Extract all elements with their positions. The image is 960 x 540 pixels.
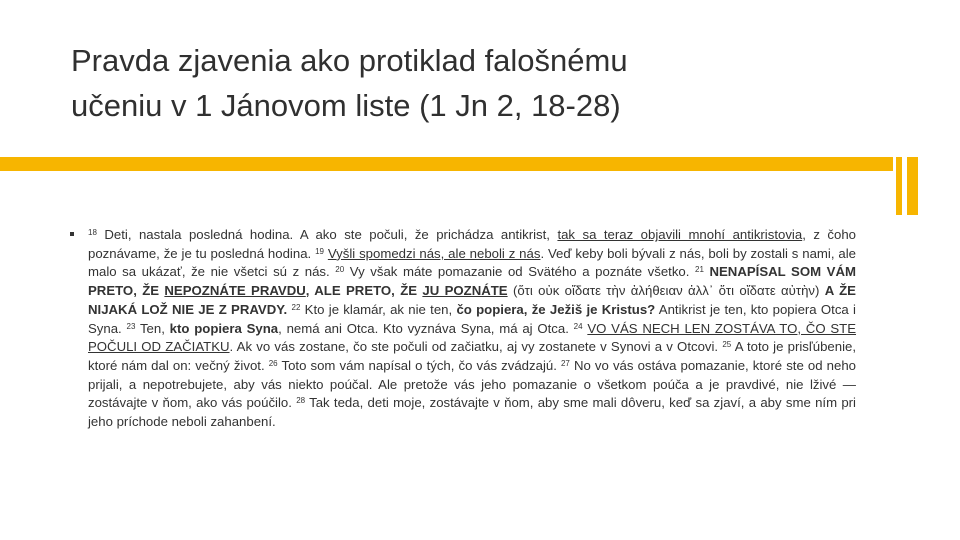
passage-text-run: (ὅτι οὐκ οἴδατε τὴν ἀλήθειαν ἀλλ᾽ ὅτι οἴδατε αὐτὴν) <box>507 283 825 299</box>
verse-number: 27 <box>560 358 570 368</box>
verse-number: 20 <box>335 265 345 275</box>
verse-number: 24 <box>573 321 583 331</box>
passage-text-run: Toto som vám napísal o tých, čo vás zvádzajú. <box>277 357 561 373</box>
passage-text-run: JU POZNÁTE <box>422 283 508 299</box>
passage-text-run: . Veď keby boli bývali z nás, boli by zostali s nami, ale malo sa ukázať, že nie všetci sú z nás. <box>88 245 856 280</box>
slide-title-line-2: učeniu v 1 Jánovom liste (1 Jn 2, 18-28) <box>71 88 621 123</box>
passage-text-run: NEPOZNÁTE PRAVDU <box>164 283 306 299</box>
passage-text-run: Kto je klamár, ak nie ten, <box>300 301 457 317</box>
scripture-passage <box>88 226 856 432</box>
slide-title-line-1: Pravda zjavenia ako protiklad falošnému <box>71 43 628 78</box>
verse-number: 19 <box>315 246 324 256</box>
slide-title <box>71 38 831 128</box>
passage-text-run: , ALE PRETO, ŽE <box>305 283 423 299</box>
verse-number: 23 <box>126 321 136 331</box>
verse-number: 21 <box>695 265 704 275</box>
passage-text-run: , nemá ani Otca. Kto vyznáva Syna, má aj Otca. <box>278 320 574 336</box>
passage-text-run: Vyšli spomedzi nás, ale neboli z nás <box>327 245 541 261</box>
passage-text-run: No vo vás ostáva pomazanie, ktoré ste od neho prijali, a nepotrebujete, aby vás niekto poúčal. Ale pretože vás jeho pomazanie o všetkom poúča a je pravdivé, nie lživé — zostávajte v ňom, ako vás poúčilo. <box>88 357 856 411</box>
passage-text-run: Deti, nastala posledná hodina. A ako ste počuli, že prichádza antikrist, <box>96 227 558 242</box>
passage-text-run: . Ak vo vás zostane, čo ste počuli od začiatku, aj vy zostanete v Synovi a v Otcovi. <box>229 339 723 355</box>
passage-text-run: čo popiera, že Ježiš je Kristus? <box>456 301 656 317</box>
passage-text-run: A toto je prisľúbenie, ktoré nám dal on: večný život. <box>88 339 856 373</box>
passage-text-run: A ŽE NIJAKÁ LOŽ NIE JE Z PRAVDY. <box>88 283 856 317</box>
passage-text-run: Tak teda, deti moje, zostávajte v ňom, aby sme mali dôveru, keď sa zjaví, a aby sme ním pri jeho príchode neboli zahanbení. <box>88 395 856 430</box>
passage-text-run: tak sa teraz objavili mnohí antikristovia <box>557 227 803 242</box>
passage-text-run: , z čoho poznávame, že je tu posledná hodina. <box>88 227 856 261</box>
verse-number: 18 <box>88 228 97 237</box>
accent-bar-thick <box>907 157 918 215</box>
bullet-icon <box>70 232 74 236</box>
passage-text-run: Antikrist je ten, kto popiera Otca i Syna. <box>88 301 856 336</box>
passage-text-run: Vy však máte pomazanie od Svätého a poznáte všetko. <box>344 264 695 280</box>
passage-text-run: NENAPÍSAL SOM VÁM PRETO, ŽE <box>88 264 856 299</box>
verse-number: 26 <box>268 358 278 368</box>
passage-text-run: kto popiera Syna <box>169 320 279 336</box>
verse-number: 25 <box>722 340 732 350</box>
verse-number: 28 <box>296 396 306 406</box>
passage-text-run: VO VÁS NECH LEN ZOSTÁVA TO, ČO STE POČULI OD ZAČIATKU <box>88 320 857 355</box>
accent-bar-thin <box>896 157 902 215</box>
title-divider-bar <box>0 157 893 171</box>
passage-text-run: Ten, <box>135 320 170 336</box>
verse-number: 22 <box>291 302 301 312</box>
